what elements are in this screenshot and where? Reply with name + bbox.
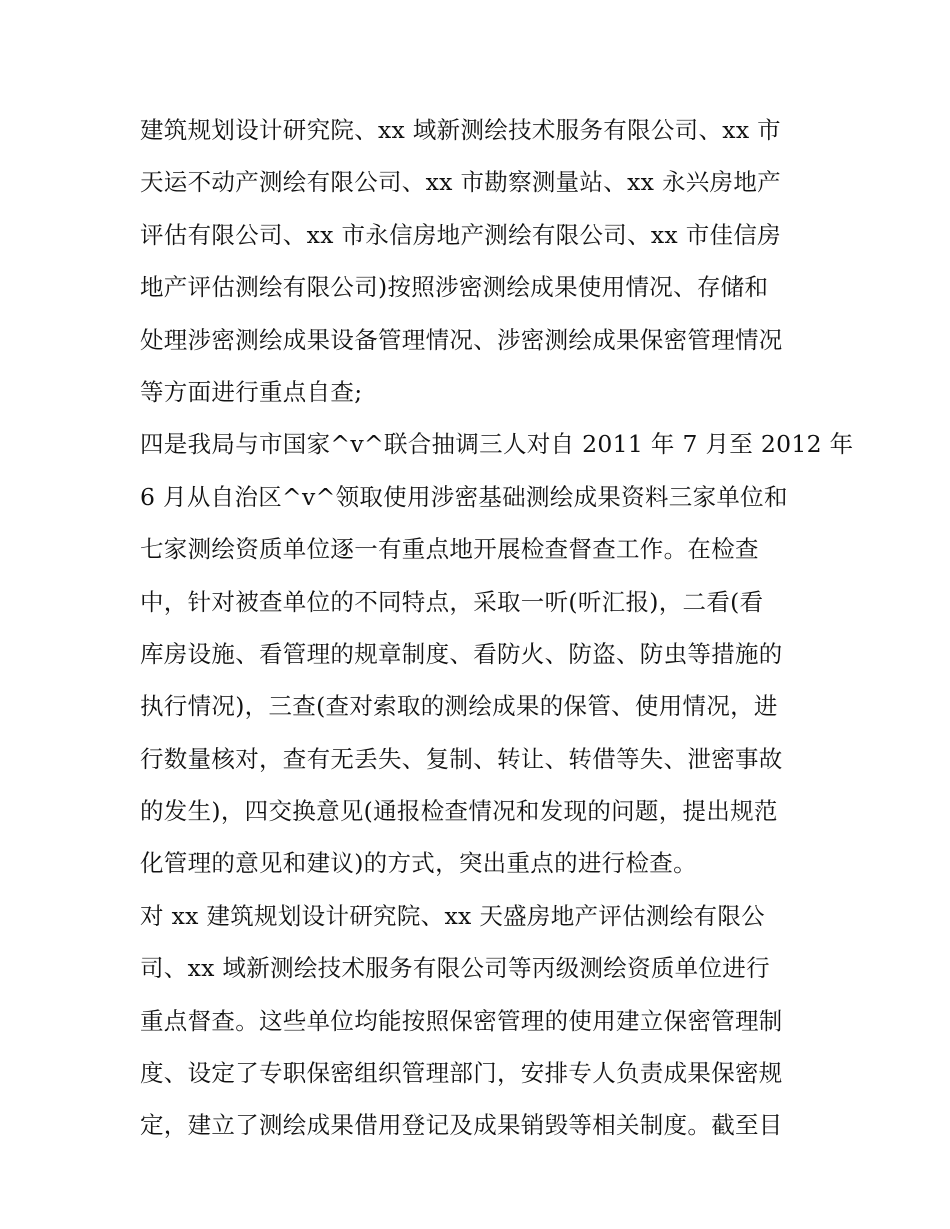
text-line: 定，建立了测绘成果借用登记及成果销毁等相关制度。截至目 — [140, 1111, 783, 1140]
text-line: 地产评估测绘有限公司)按照涉密测绘成果使用情况、存储和 — [140, 273, 769, 302]
text-line: 中，针对被查单位的不同特点，采取一听(听汇报)，二看(看 — [140, 587, 764, 616]
text-line: 评估有限公司、xx 市永信房地产测绘有限公司、xx 市佳信房 — [140, 220, 781, 249]
text-line: 建筑规划设计研究院、xx 域新测绘技术服务有限公司、xx 市 — [140, 116, 781, 144]
text-line: 四是我局与市国家^v^联合抽调三人对自 2011 年 7 月至 2012 年 — [140, 430, 854, 459]
text-line: 执行情况)，三查(查对索取的测绘成果的保管、使用情况，进 — [140, 692, 778, 721]
document-body — [140, 104, 854, 1152]
text-line: 司、xx 域新测绘技术服务有限公司等丙级测绘资质单位进行 — [140, 954, 770, 983]
text-line: 对 xx 建筑规划设计研究院、xx 天盛房地产评估测绘有限公 — [140, 901, 765, 930]
text-line: 七家测绘资质单位逐一有重点地开展检查督查工作。在检查 — [140, 535, 759, 564]
text-line: 天运不动产测绘有限公司、xx 市勘察测量站、xx 永兴房地产 — [140, 168, 781, 197]
text-line: 等方面进行重点自查; — [140, 377, 363, 406]
text-line: 重点督查。这些单位均能按照保密管理的使用建立保密管理制 — [140, 1006, 783, 1035]
text-line: 处理涉密测绘成果设备管理情况、涉密测绘成果保密管理情况 — [140, 325, 783, 354]
text-line: 行数量核对，查有无丢失、复制、转让、转借等失、泄密事故 — [140, 744, 783, 773]
text-line: 6 月从自治区^v^领取使用涉密基础测绘成果资料三家单位和 — [140, 482, 788, 511]
text-line: 库房设施、看管理的规章制度、看防火、防盗、防虫等措施的 — [140, 639, 783, 668]
text-line: 度、设定了专职保密组织管理部门，安排专人负责成果保密规 — [140, 1059, 783, 1088]
text-line: 化管理的意见和建议)的方式，突出重点的进行检查。 — [140, 849, 697, 878]
text-line: 的发生)，四交换意见(通报检查情况和发现的问题，提出规范 — [140, 797, 778, 826]
